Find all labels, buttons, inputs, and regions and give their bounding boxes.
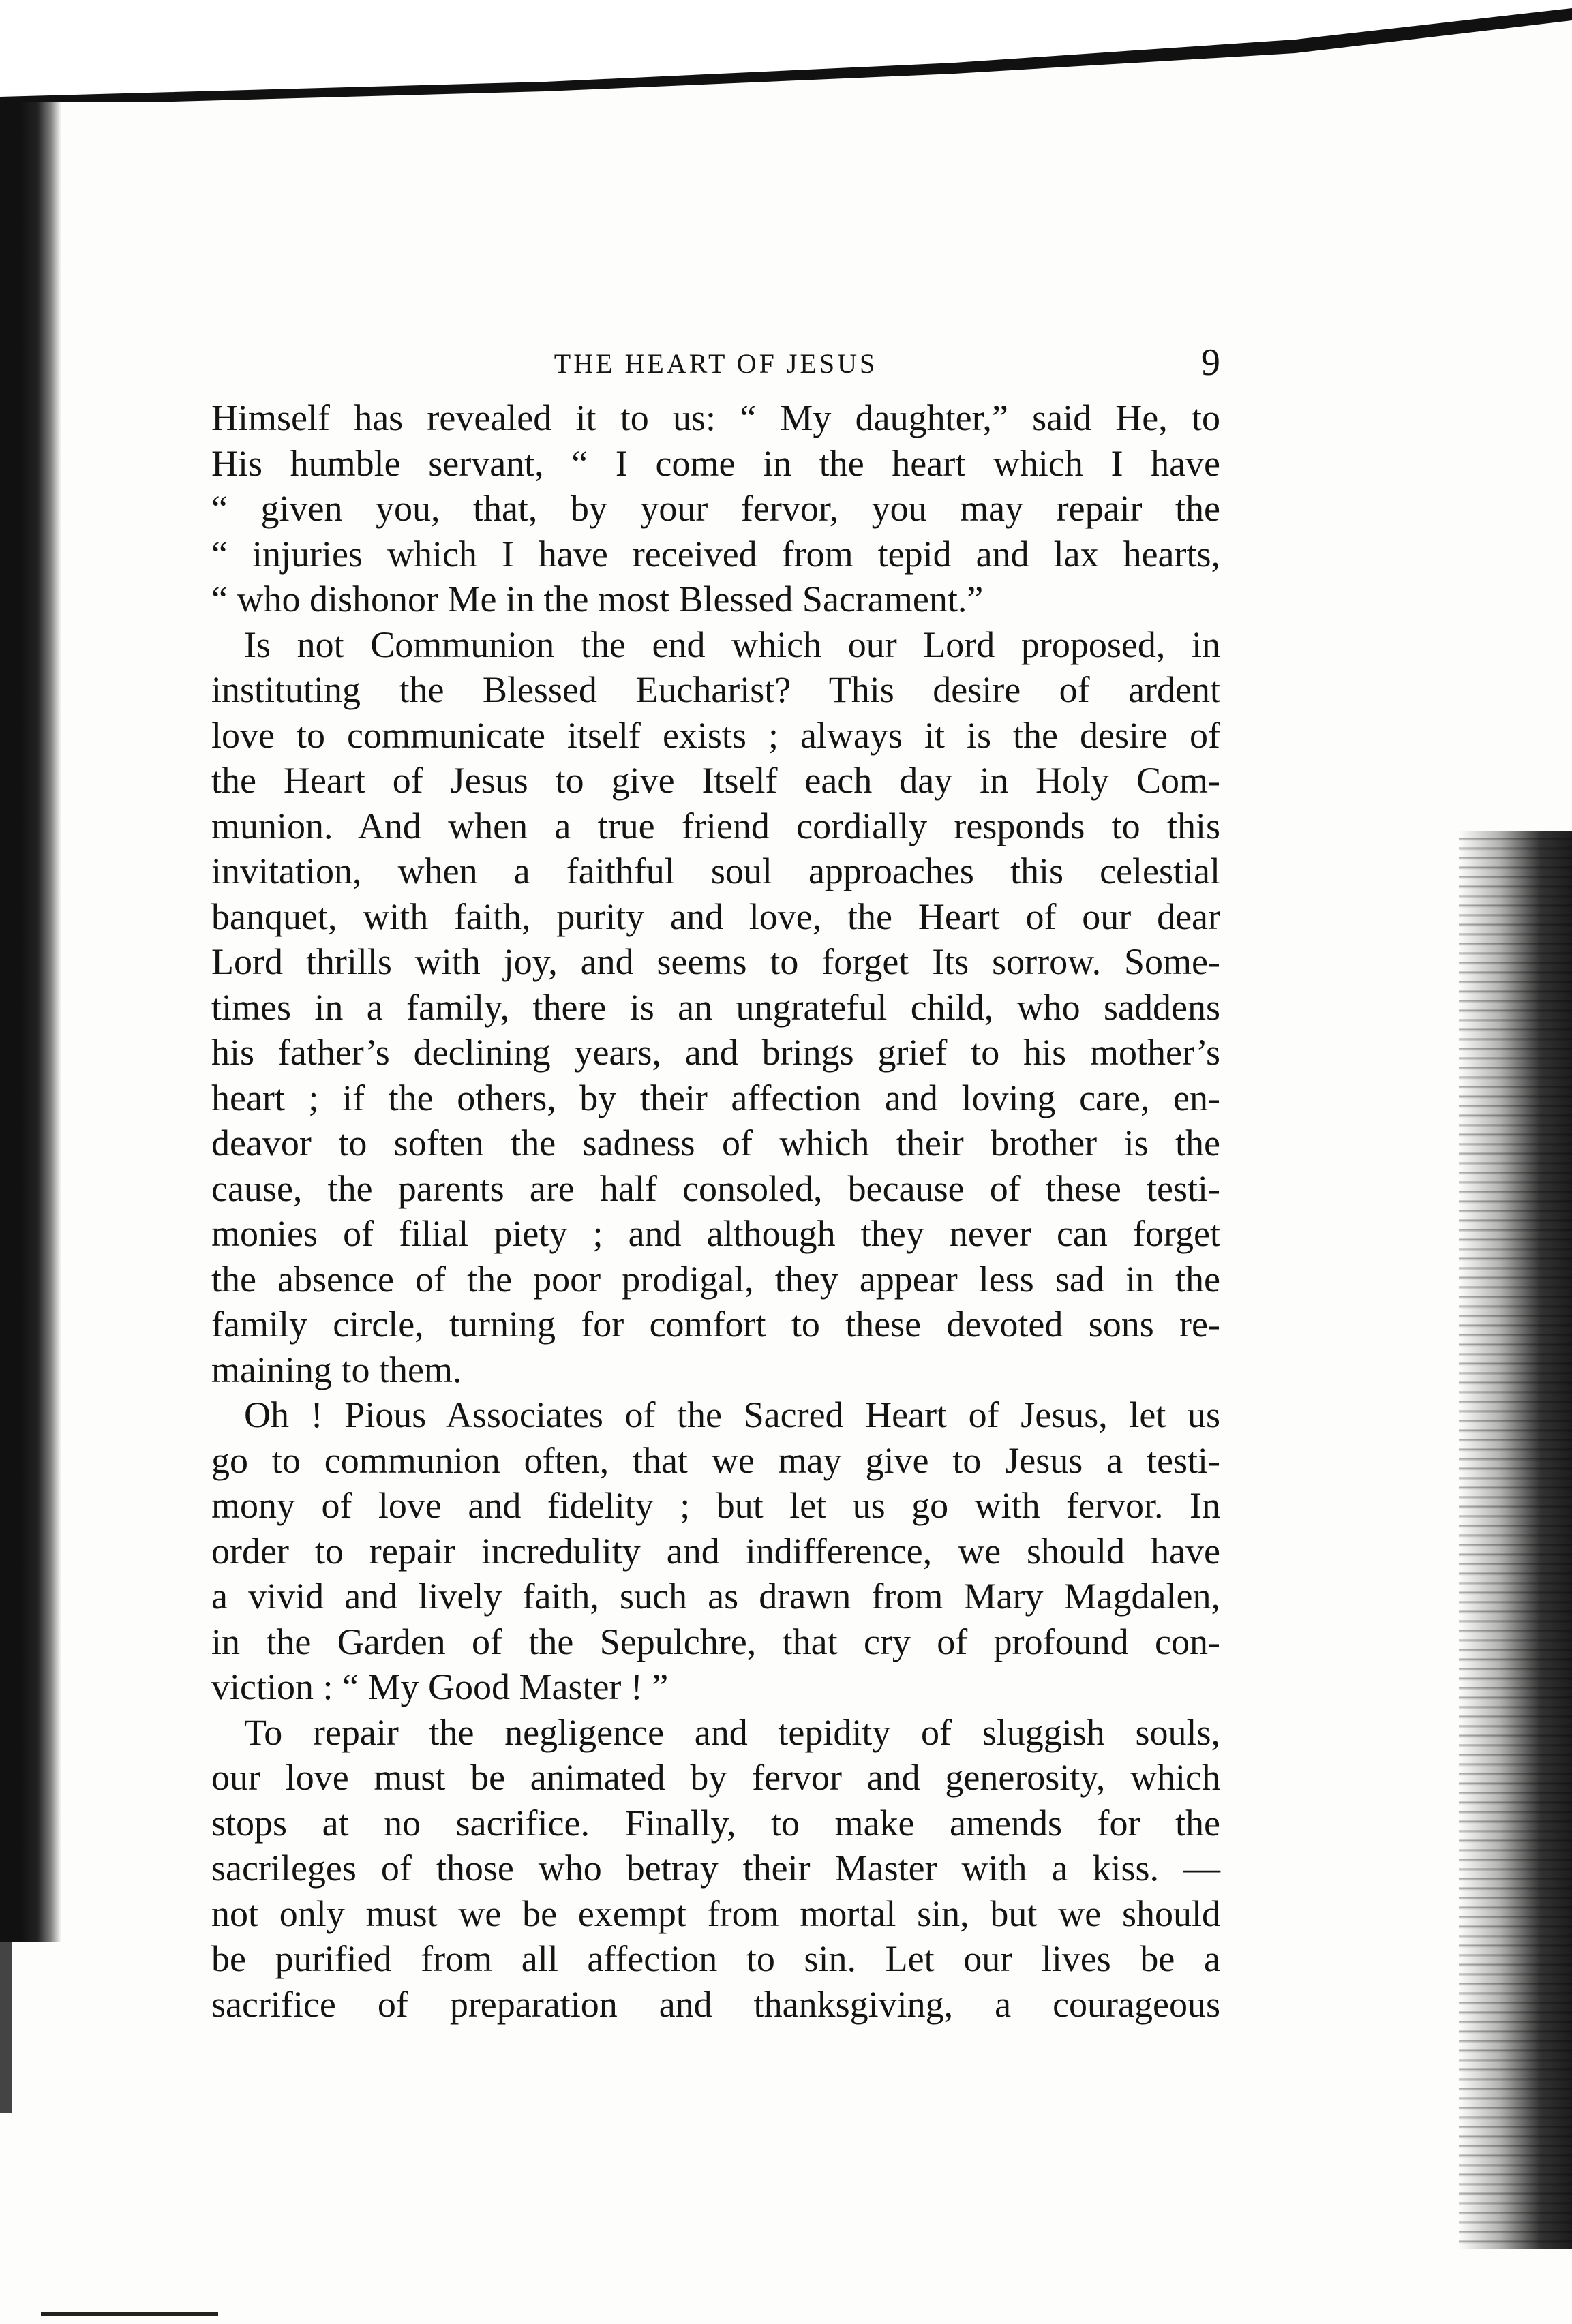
text-line: “ who dishonor Me in the most Blessed Sacrament.”: [211, 579, 984, 620]
text-line: stops at no sacrifice. Finally, to make amends for the: [211, 1802, 1220, 1844]
text-line: banquet, with faith, purity and love, the Heart of our dear: [211, 896, 1220, 937]
text-line: sacrileges of those who betray their Master with a kiss. —: [211, 1848, 1220, 1889]
text-line: mony of love and fidelity ; but let us go with fervor. In: [211, 1485, 1220, 1526]
text-line: Himself has revealed it to us: “ My daughter,” said He, to: [211, 397, 1220, 438]
text-line: sacrifice of preparation and thanksgiving, a courageous: [211, 1983, 1220, 2025]
text-line: in the Garden of the Sepulchre, that cry of profound con-: [211, 1621, 1220, 1662]
scan-left-edge-lower: [0, 1942, 12, 2113]
text-line: monies of filial piety ; and although they never can forget: [211, 1213, 1220, 1254]
text-line: deavor to soften the sadness of which their brother is the: [211, 1122, 1220, 1163]
text-line: the Heart of Jesus to give Itself each day in Holy Com-: [211, 760, 1220, 801]
text-line: the absence of the poor prodigal, they appear less sad in the: [211, 1258, 1220, 1300]
text-line: Oh ! Pious Associates of the Sacred Heart of Jesus, let us: [244, 1394, 1220, 1435]
text-line: order to repair incredulity and indifference, we should have: [211, 1530, 1220, 1572]
text-line: family circle, turning for comfort to these devoted sons re-: [211, 1304, 1220, 1345]
text-line: a vivid and lively faith, such as drawn from Mary Magdalen,: [211, 1576, 1220, 1617]
text-line: Lord thrills with joy, and seems to forget Its sorrow. Some-: [211, 941, 1220, 982]
text-line: maining to them.: [211, 1349, 462, 1390]
page-number: 9: [1201, 341, 1220, 384]
scan-right-edge: [1459, 831, 1572, 2249]
text-line: munion. And when a true friend cordially responds to this: [211, 805, 1220, 846]
text-line: “ given you, that, by your fervor, you may repair the: [211, 488, 1220, 529]
scan-bottom-mark: [41, 2312, 218, 2316]
scan-left-edge: [0, 102, 61, 1942]
text-line: heart ; if the others, by their affection and loving care, en-: [211, 1077, 1220, 1118]
text-line: not only must we be exempt from mortal sin, but we should: [211, 1893, 1220, 1934]
text-line: “ injuries which I have received from tepid and lax hearts,: [211, 533, 1220, 575]
text-line: His humble servant, “ I come in the heart which I have: [211, 442, 1220, 484]
text-line: invitation, when a faithful soul approaches this celestial: [211, 851, 1220, 891]
text-line: viction : “ My Good Master ! ”: [211, 1666, 669, 1707]
scan-top-edge: [0, 0, 1572, 102]
text-line: instituting the Blessed Eucharist? This desire of ardent: [211, 669, 1220, 710]
text-line: be purified from all affection to sin. Let our lives be a: [211, 1938, 1220, 1979]
text-line: Is not Communion the end which our Lord proposed, in: [244, 624, 1220, 665]
running-head: [211, 341, 1220, 395]
text-line: our love must be animated by fervor and generosity, which: [211, 1757, 1220, 1798]
text-line: To repair the negligence and tepidity of sluggish souls,: [244, 1711, 1220, 1753]
text-line: his father’s declining years, and brings grief to his mother’s: [211, 1032, 1220, 1073]
text-line: cause, the parents are half consoled, because of these testi-: [211, 1167, 1220, 1209]
running-title: THE HEART OF JESUS: [554, 348, 878, 379]
text-line: love to communicate itself exists ; always it is the desire of: [211, 714, 1220, 756]
book-page: [211, 341, 1220, 2027]
text-line: go to communion often, that we may give to Jesus a testi-: [211, 1439, 1220, 1481]
text-line: times in a family, there is an ungrateful child, who saddens: [211, 986, 1220, 1028]
body-text: [211, 395, 1220, 2027]
